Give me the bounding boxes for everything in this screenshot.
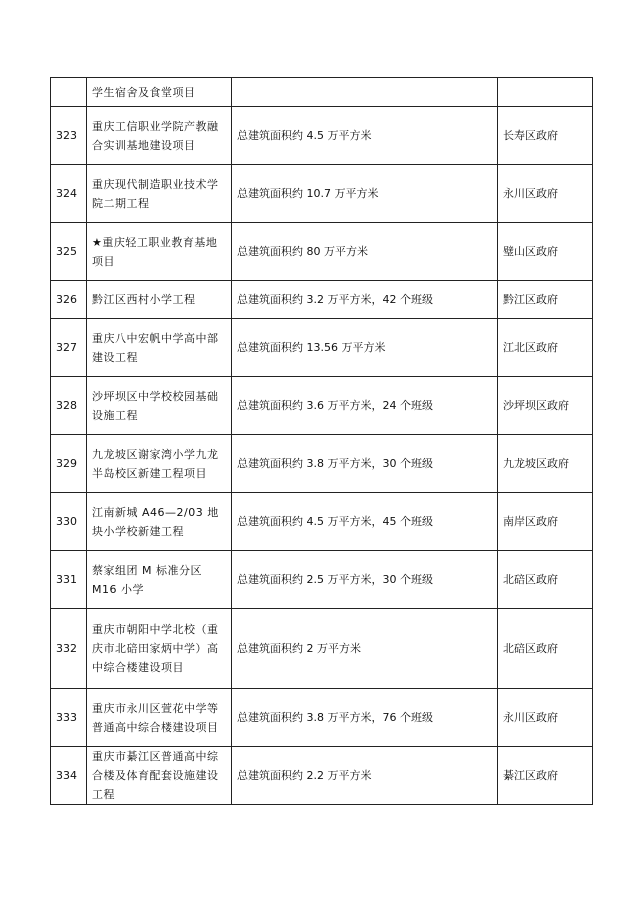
project-scale: 总建筑面积约 2.2 万平方米 xyxy=(232,747,498,805)
project-scale: 总建筑面积约 3.8 万平方米，30 个班级 xyxy=(232,435,498,493)
project-name: 重庆现代制造职业技术学院二期工程 xyxy=(87,165,232,223)
row-number: 326 xyxy=(51,281,87,319)
project-scale: 总建筑面积约 3.6 万平方米，24 个班级 xyxy=(232,377,498,435)
project-scale: 总建筑面积约 3.8 万平方米，76 个班级 xyxy=(232,689,498,747)
row-number: 333 xyxy=(51,689,87,747)
table-row xyxy=(51,223,593,281)
project-name: 九龙坡区谢家湾小学九龙半岛校区新建工程项目 xyxy=(87,435,232,493)
project-name: 黔江区西村小学工程 xyxy=(87,281,232,319)
responsible-unit: 永川区政府 xyxy=(498,165,593,223)
project-scale xyxy=(232,78,498,107)
row-number: 327 xyxy=(51,319,87,377)
project-name: ★重庆轻工职业教育基地项目 xyxy=(87,223,232,281)
table-row xyxy=(51,281,593,319)
responsible-unit: 綦江区政府 xyxy=(498,747,593,805)
row-number: 329 xyxy=(51,435,87,493)
project-scale: 总建筑面积约 4.5 万平方米 xyxy=(232,107,498,165)
table-row xyxy=(51,609,593,689)
responsible-unit: 黔江区政府 xyxy=(498,281,593,319)
table-row xyxy=(51,107,593,165)
project-name: 蔡家组团 M 标准分区 M16 小学 xyxy=(87,551,232,609)
row-number: 325 xyxy=(51,223,87,281)
project-scale: 总建筑面积约 3.2 万平方米，42 个班级 xyxy=(232,281,498,319)
table-row xyxy=(51,689,593,747)
responsible-unit: 沙坪坝区政府 xyxy=(498,377,593,435)
row-number: 328 xyxy=(51,377,87,435)
project-scale: 总建筑面积约 2 万平方米 xyxy=(232,609,498,689)
row-number xyxy=(51,78,87,107)
responsible-unit: 永川区政府 xyxy=(498,689,593,747)
project-name: 重庆八中宏帆中学高中部建设工程 xyxy=(87,319,232,377)
project-table xyxy=(50,77,593,805)
table-row xyxy=(51,165,593,223)
row-number: 331 xyxy=(51,551,87,609)
responsible-unit: 南岸区政府 xyxy=(498,493,593,551)
row-number: 330 xyxy=(51,493,87,551)
table-row xyxy=(51,78,593,107)
row-number: 334 xyxy=(51,747,87,805)
project-scale: 总建筑面积约 10.7 万平方米 xyxy=(232,165,498,223)
row-number: 324 xyxy=(51,165,87,223)
table-row xyxy=(51,493,593,551)
table-row xyxy=(51,319,593,377)
project-scale: 总建筑面积约 80 万平方米 xyxy=(232,223,498,281)
row-number: 332 xyxy=(51,609,87,689)
project-name: 重庆市綦江区普通高中综合楼及体育配套设施建设工程 xyxy=(87,747,232,805)
project-name: 沙坪坝区中学校校园基础设施工程 xyxy=(87,377,232,435)
responsible-unit: 璧山区政府 xyxy=(498,223,593,281)
table-row xyxy=(51,551,593,609)
project-name: 重庆工信职业学院产教融合实训基地建设项目 xyxy=(87,107,232,165)
responsible-unit xyxy=(498,78,593,107)
responsible-unit: 北碚区政府 xyxy=(498,551,593,609)
project-name: 江南新城 A46—2/03 地块小学校新建工程 xyxy=(87,493,232,551)
project-name: 学生宿舍及食堂项目 xyxy=(87,78,232,107)
project-scale: 总建筑面积约 2.5 万平方米，30 个班级 xyxy=(232,551,498,609)
responsible-unit: 九龙坡区政府 xyxy=(498,435,593,493)
responsible-unit: 长寿区政府 xyxy=(498,107,593,165)
table-row xyxy=(51,435,593,493)
project-scale: 总建筑面积约 4.5 万平方米，45 个班级 xyxy=(232,493,498,551)
project-name: 重庆市永川区萱花中学等普通高中综合楼建设项目 xyxy=(87,689,232,747)
responsible-unit: 江北区政府 xyxy=(498,319,593,377)
table-row xyxy=(51,747,593,805)
project-scale: 总建筑面积约 13.56 万平方米 xyxy=(232,319,498,377)
project-name: 重庆市朝阳中学北校（重庆市北碚田家炳中学）高中综合楼建设项目 xyxy=(87,609,232,689)
row-number: 323 xyxy=(51,107,87,165)
responsible-unit: 北碚区政府 xyxy=(498,609,593,689)
table-row xyxy=(51,377,593,435)
